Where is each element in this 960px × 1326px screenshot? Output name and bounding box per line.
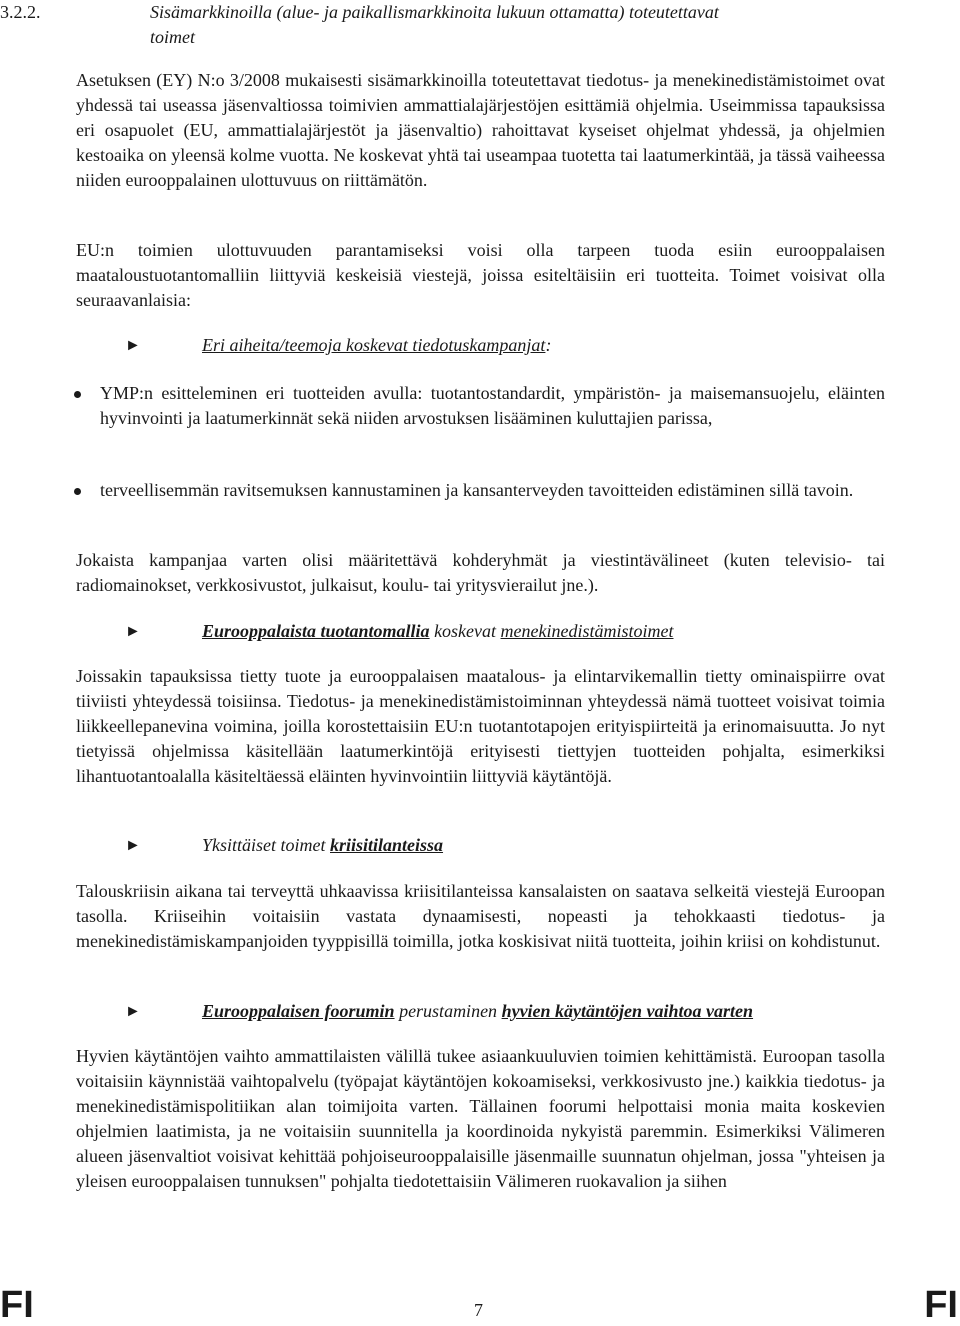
subheading-3-part2: kriisitilanteissa [330, 835, 444, 855]
section-number: 3.2.2. [0, 2, 41, 22]
arrow-icon: ► [125, 837, 141, 854]
subheading-4-part3: hyvien käytäntöjen vaihtoa varten [501, 1001, 754, 1021]
bullet-dot-icon [74, 391, 81, 398]
bullet-item-2 [100, 478, 885, 503]
paragraph-4: Joissakin tapauksissa tietty tuote ja eurooppalaisen maatalous- ja elintarvikemallin tietty ominaispiirre ovat tiiviisti yhteydessä toisiinsa. Tiedotus- ja menekinedistämistoiminnan yhteydessä nämä tuotteet voisivat toimia liikkeellepanevina voimina, joilla korostettaisiin EU:n tuotantotapojen erityispiirteitä ja erinomaisuutta. Jo nyt tietyissä ohjelmissa käsitellään laatumerkintöjä erityisesti tiettyjen tuotteiden pohjalta, esimerkiksi lihantuotantoalalla käsiteltäessä eläinten hyvinvointiin liittyviä käytäntöjä. [76, 666, 885, 786]
bullet-item-1-text: YMP:n esitteleminen eri tuotteiden avulla: tuotantostandardit, ympäristön- ja maisemansuojelu, eläinten hyvinvointi ja laatumerkinnät sekä niiden arvostuksen lisääminen kuluttajien parissa, [100, 383, 885, 428]
paragraph-1: Asetuksen (EY) N:o 3/2008 mukaisesti sisämarkkinoilla toteutettavat tiedotus- ja menekinedistämistoimet ovat yhdessä tai useassa jäsenvaltiossa toimivien ammattialajärjestöjen esittämiä ohjelmia. Useimmissa tapauksissa eri osapuolet (EU, ammattialajärjestöt ja jäsenvaltio) rahoittavat kyseiset ohjelmat yhdessä, ja ohjelmien kestoaika on yleensä kolme vuotta. Ne koskevat yhtä tai useampaa tuotetta tai laatumerkintää, ja tässä vaiheessa niiden eurooppalainen ulottuvuus on riittämätön. [76, 70, 885, 190]
subheading-3-part1: Yksittäiset toimet [202, 835, 330, 855]
paragraph-2: EU:n toimien ulottuvuuden parantamiseksi voisi olla tarpeen tuoda esiin eurooppalaisen maataloustuotantomalliin liittyviä keskeisiä viestejä, joissa esiteltäisiin eri tuotteita. Toimet voisivat olla seuraavanlaisia: [76, 240, 885, 310]
subheading-2-part3: menekinedistämistoimet [500, 621, 674, 641]
page-number: 7 [474, 1300, 483, 1320]
subheading-1-text: Eri aiheita/teemoja koskevat tiedotuskampanjat [202, 335, 546, 355]
bullet-dot-icon [74, 488, 81, 495]
paragraph-6: Hyvien käytäntöjen vaihto ammattilaisten välillä tukee asiaankuuluvien toimien kehittämistä. Euroopan tasolla voitaisiin käynnistää vaihtopalvelu (työpajat käytäntöjen kokoamiseksi, verkkosivusto jne.) kaikkia tiedotus- ja menekinedistämispolitiikan alan toimijoita varten. Tällainen foorumi helpottaisi monia maita koskevien ohjelmien laatimista, ja ne voitaisiin suunnitella ja koordinoida nykyistä paremmin. Esimerkiksi Välimeren alueen jäsenvaltiot voisivat kehittää pohjoiseurooppalaisille jäsenmaille suunnatun ohjelman, jossa "yhteisen ja yleisen eurooppalaisen tunnuksen" pohjalta tiedotettaisiin Välimeren ruokavalion ja siihen [76, 1046, 885, 1191]
subheading-4-part2: perustaminen [394, 1001, 502, 1021]
arrow-icon: ► [125, 1003, 141, 1020]
section-title-line2: toimet [150, 27, 195, 47]
footer-language-left: FI [0, 1284, 34, 1326]
arrow-icon: ► [125, 623, 141, 640]
subheading-2-part2: koskevat [429, 621, 501, 641]
paragraph-3: Jokaista kampanjaa varten olisi määritettävä kohderyhmät ja viestintävälineet (kuten televisio- tai radiomainokset, verkkosivustot, julkaisut, koulu- tai yritysvierailut jne.). [76, 550, 885, 595]
section-title-line1: Sisämarkkinoilla (alue- ja paikallismarkkinoita lukuun ottamatta) toteutettavat [150, 2, 719, 22]
bullet-item-2-text: terveellisemmän ravitsemuksen kannustaminen ja kansanterveyden tavoitteiden edistäminen sillä tavoin. [100, 480, 854, 500]
arrow-icon: ► [125, 337, 141, 354]
footer-language-right: FI [924, 1284, 958, 1326]
subheading-4-part1: Eurooppalaisen foorumin [202, 1001, 395, 1021]
subheading-1-suffix: : [545, 335, 552, 355]
bullet-item-1 [100, 381, 885, 431]
paragraph-5: Talouskriisin aikana tai terveyttä uhkaavissa kriisitilanteissa kansalaisten on saatava selkeitä viestejä Euroopan tasolla. Kriiseihin voitaisiin vastata dynaamisesti, nopeasti ja tehokkaasti tiedotus- ja menekinedistämiskampanjoiden tyyppisillä toimilla, jotka koskisivat niitä tuotteita, joihin kriisi on kohdistunut. [76, 881, 885, 951]
subheading-2-part1: Eurooppalaista tuotantomallia [202, 621, 430, 641]
